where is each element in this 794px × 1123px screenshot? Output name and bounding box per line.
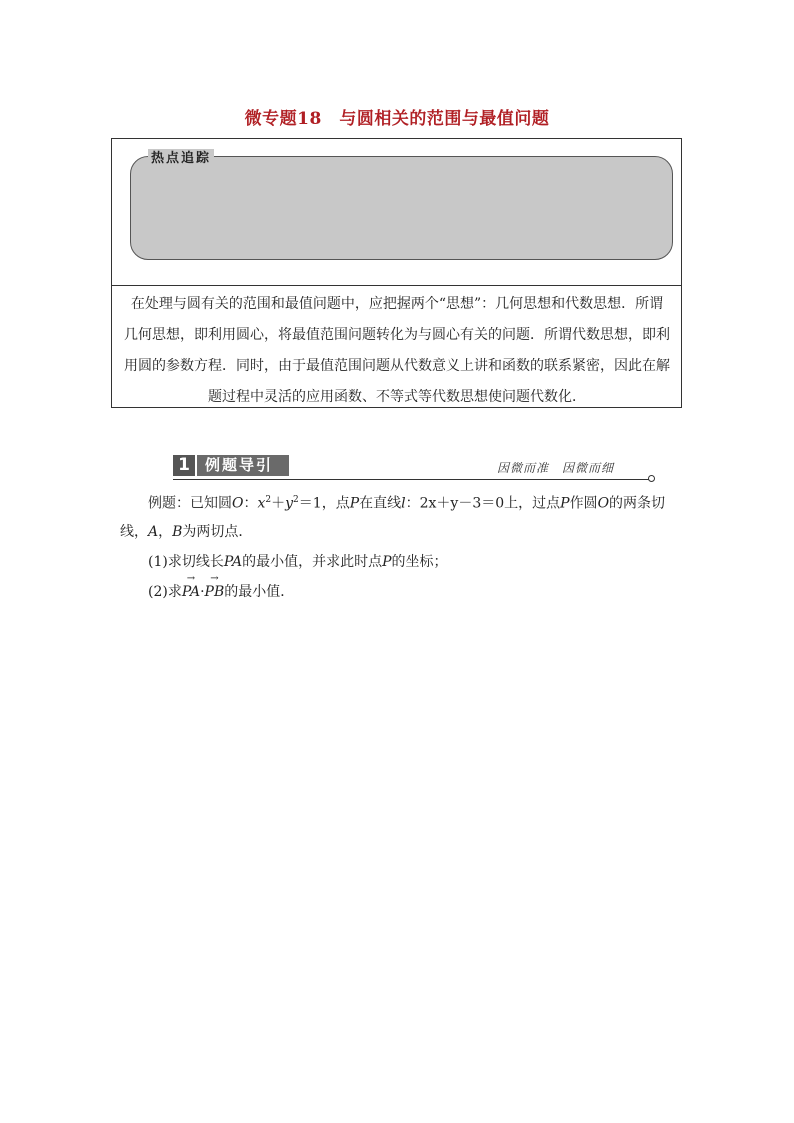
section-underline xyxy=(173,479,650,480)
hot-topic-label: 热点追踪 xyxy=(148,149,214,168)
question-1: (1)求切线长PA的最小值，并求此时点P的坐标； xyxy=(148,553,448,570)
problem-statement: 例题：已知圆O：$x^2+y^2=1$，点P在直线l：2x＋y－3＝0上，过点P作圆O的两条切线，A，B为两切点． xyxy=(120,495,666,540)
section-header xyxy=(173,455,653,483)
section-motto: 因微而准 因微而细 xyxy=(497,461,615,475)
section-title: 例题导引 xyxy=(197,455,289,476)
intro-paragraph: 在处理与圆有关的范围和最值问题中，应把握两个“思想”：几何思想和代数思想．所谓几何思想，即利用圆心，将最值范围问题转化为与圆心有关的问题．所谓代数思想，即利用圆的参数方程．同时，由于最值范围问题从代数意义上讲和函数的联系紧密，因此在解题过程中灵活的应用函数、不等式等代数思想使问题代数化． xyxy=(124,296,670,405)
vector-pb: → PB xyxy=(205,578,225,606)
hot-topic-frame xyxy=(111,138,682,408)
question-2: (2)求→ PA·→ PB的最小值． xyxy=(120,578,680,606)
section-number: 1 xyxy=(173,455,195,476)
example-problem xyxy=(120,486,680,606)
page-title: 微专题18 与圆相关的范围与最值问题 xyxy=(244,109,550,129)
section-line-end-dot xyxy=(648,475,655,482)
vector-pa: → PA xyxy=(182,578,200,606)
frame-divider xyxy=(112,285,681,286)
hot-topic-panel xyxy=(130,156,673,260)
